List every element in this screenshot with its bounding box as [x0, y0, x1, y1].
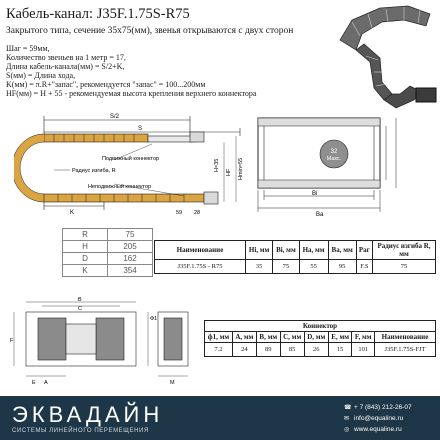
- dim-59: 59: [176, 210, 183, 216]
- table-cell: 55: [299, 260, 328, 274]
- spec-line: Количество звеньев на 1 метр = 17,: [6, 53, 126, 62]
- page-subtitle: Закрытого типа, сечение 35х75(мм), звенья открываются с двух сторон: [6, 26, 294, 36]
- chain-top-run: [44, 134, 194, 142]
- spec-line: Длина кабель-канала(мм) = S/2+K,: [6, 62, 125, 71]
- chain-perspective-image: [330, 0, 440, 112]
- table-header: Рaг: [356, 241, 372, 260]
- dim-bi: Bi: [312, 191, 318, 197]
- table-cell: 24: [232, 343, 256, 357]
- dim-f: F: [10, 338, 14, 344]
- table-row: [205, 343, 436, 357]
- dim-k: K: [70, 210, 75, 216]
- connector-drawing: [8, 294, 198, 390]
- table-cell: 26: [304, 343, 328, 357]
- table-header: Bi, мм: [273, 241, 299, 260]
- table-cell: 101: [352, 343, 375, 357]
- table-cell: D: [63, 253, 108, 265]
- table-cell: 35: [246, 260, 273, 274]
- table-cell: R: [63, 229, 108, 241]
- contact-email[interactable]: info@equaline.ru: [354, 415, 404, 422]
- spec-line: HF(мм) = H + 55 - рекомендуемая высота крепления верхнего коннектора: [6, 89, 257, 98]
- table-header: Hi, мм: [246, 241, 273, 260]
- dim-h: H=35: [214, 158, 220, 172]
- table-header-row: [205, 332, 436, 343]
- email-icon: ✉: [344, 416, 350, 422]
- table-cell: 85: [280, 343, 304, 357]
- table-header: A, мм: [232, 332, 256, 343]
- table-cell: J35F.1.75S-FJT: [375, 343, 436, 357]
- spec-table: [154, 240, 436, 274]
- spec-line: K(мм) = π.R+"запас", рекомендуется "запас" = 100...200мм: [6, 80, 206, 89]
- table-header: C, мм: [280, 332, 304, 343]
- dim-c: C: [78, 306, 82, 312]
- label-max-value: 32: [330, 149, 338, 155]
- table-cell: 7.2: [205, 343, 233, 357]
- table-cell: K: [63, 265, 108, 277]
- table-row: [155, 260, 436, 274]
- table-cell: 205: [108, 241, 153, 253]
- table-cell: 15: [328, 343, 352, 357]
- dim-hmin: Hmin=55: [238, 157, 244, 180]
- dims-table: [62, 228, 153, 277]
- table-row: [63, 241, 153, 253]
- table-header: D, мм: [304, 332, 328, 343]
- globe-icon: ◎: [344, 427, 350, 433]
- table-caption: Коннектор: [205, 321, 436, 332]
- table-row: [63, 265, 153, 277]
- fixed-connector: [204, 192, 218, 204]
- table-header: Радиус изгиба R, мм: [373, 241, 436, 260]
- dim-28: 28: [194, 210, 201, 216]
- table-cell: 75: [108, 229, 153, 241]
- label-bend-radius: Радиус изгиба, R: [72, 168, 116, 174]
- table-cell: 89: [256, 343, 280, 357]
- dim-s-half: S/2: [110, 114, 120, 120]
- table-header: Наименование: [375, 332, 436, 343]
- moving-connector: [190, 132, 204, 142]
- cross-section-diagram: [250, 112, 400, 222]
- table-header: F, мм: [352, 332, 375, 343]
- table-cell: 95: [328, 260, 356, 274]
- dim-ba: Ba: [316, 212, 324, 218]
- table-cell: 75: [373, 260, 436, 274]
- table-header: Ha, мм: [299, 241, 328, 260]
- contact-site[interactable]: www.equaline.ru: [354, 426, 402, 433]
- table-caption-row: [205, 321, 436, 332]
- chain-side-diagram: [14, 108, 244, 220]
- table-header: B, мм: [256, 332, 280, 343]
- table-row: [63, 253, 153, 265]
- connector-table: [204, 320, 436, 357]
- dim-b: B: [78, 297, 82, 303]
- phone-icon: ☎: [344, 405, 352, 411]
- table-row: [63, 229, 153, 241]
- table-header: Наименование: [155, 241, 246, 260]
- table-header: Ba, мм: [328, 241, 356, 260]
- label-fixed-connector: Неподвижный коннектор: [88, 184, 152, 190]
- brand-tagline: СИСТЕМЫ ЛИНЕЙНОГО ПЕРЕМЕЩЕНИЯ: [12, 428, 149, 434]
- contact-phone[interactable]: + 7 (843) 212-26-07: [354, 404, 412, 411]
- page-title: Кабель-канал: J35F.1.75S-R75: [6, 6, 190, 22]
- table-cell: H: [63, 241, 108, 253]
- brand-logo: ЭКВАДАЙН: [12, 402, 164, 427]
- table-header: E, мм: [328, 332, 352, 343]
- table-cell: J35F.1.75S - R75: [155, 260, 246, 274]
- dim-s: S: [138, 126, 143, 132]
- table-header-row: [155, 241, 436, 260]
- dim-e: E: [32, 380, 36, 386]
- table-cell: 75: [273, 260, 299, 274]
- label-max-word: Макс.: [326, 156, 342, 162]
- dim-phi1: Ф1: [150, 316, 158, 322]
- table-header: ф1, мм: [205, 332, 233, 343]
- spec-line: S(мм) = Длина хода,: [6, 71, 76, 80]
- table-cell: 354: [108, 265, 153, 277]
- table-cell: 162: [108, 253, 153, 265]
- dim-m: M: [170, 380, 175, 386]
- dim-a: A: [44, 380, 48, 386]
- spec-line: Шаг = 59мм,: [6, 44, 50, 53]
- table-cell: F.S: [356, 260, 372, 274]
- label-moving-connector: Подвижный коннектор: [102, 156, 160, 162]
- dim-hf: HF: [226, 168, 232, 176]
